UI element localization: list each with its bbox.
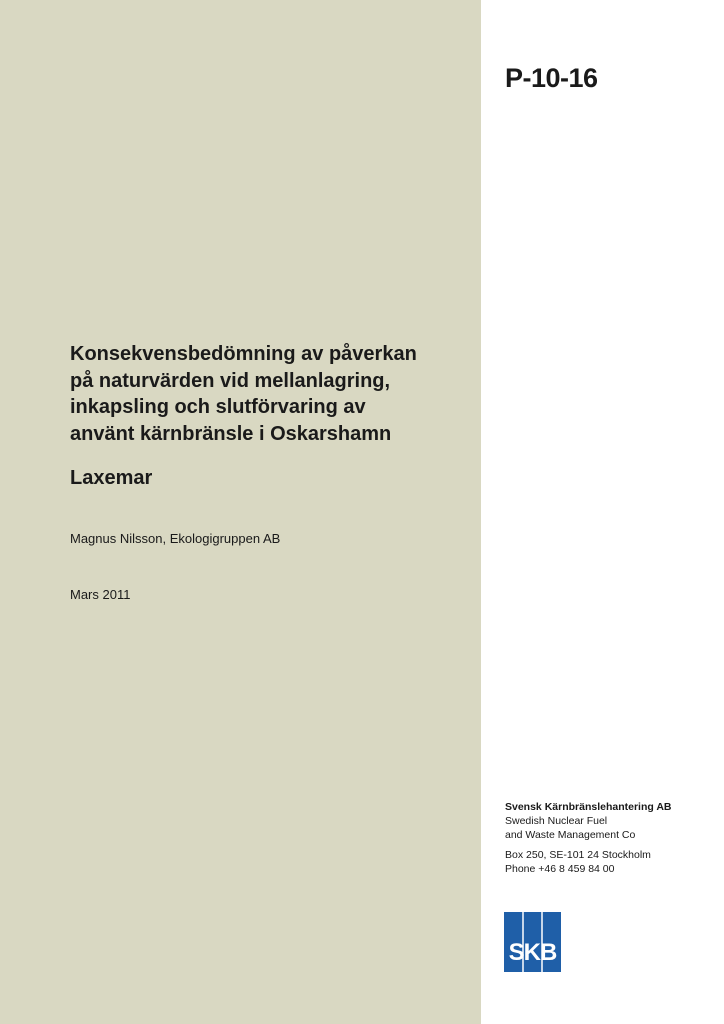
report-subtitle: Laxemar xyxy=(70,467,153,489)
skb-logo xyxy=(504,912,561,972)
organization-phone: Phone +46 8 459 84 00 xyxy=(505,863,615,875)
title-line: på naturvärden vid mellanlagring, xyxy=(70,369,391,392)
title-line: Konsekvensbedömning av påverkan xyxy=(70,343,417,365)
organization-address: Box 250, SE-101 24 Stockholm xyxy=(505,849,651,861)
organization-english-name: Swedish Nuclear Fuel xyxy=(505,815,608,827)
organization-name: Svensk Kärnbränslehantering AB xyxy=(505,801,672,813)
title-line: använt kärnbränsle i Oskarshamn xyxy=(70,422,392,445)
report-number: P-10-16 xyxy=(505,63,598,93)
title-line: inkapsling och slutförvaring av xyxy=(70,396,366,418)
logo-text: SKB xyxy=(508,939,557,966)
organization-block xyxy=(505,800,715,876)
organization-english-name: and Waste Management Co xyxy=(505,829,636,841)
publication-date: Mars 2011 xyxy=(70,587,131,602)
author: Magnus Nilsson, Ekologigruppen AB xyxy=(70,531,281,546)
report-title xyxy=(70,341,470,447)
